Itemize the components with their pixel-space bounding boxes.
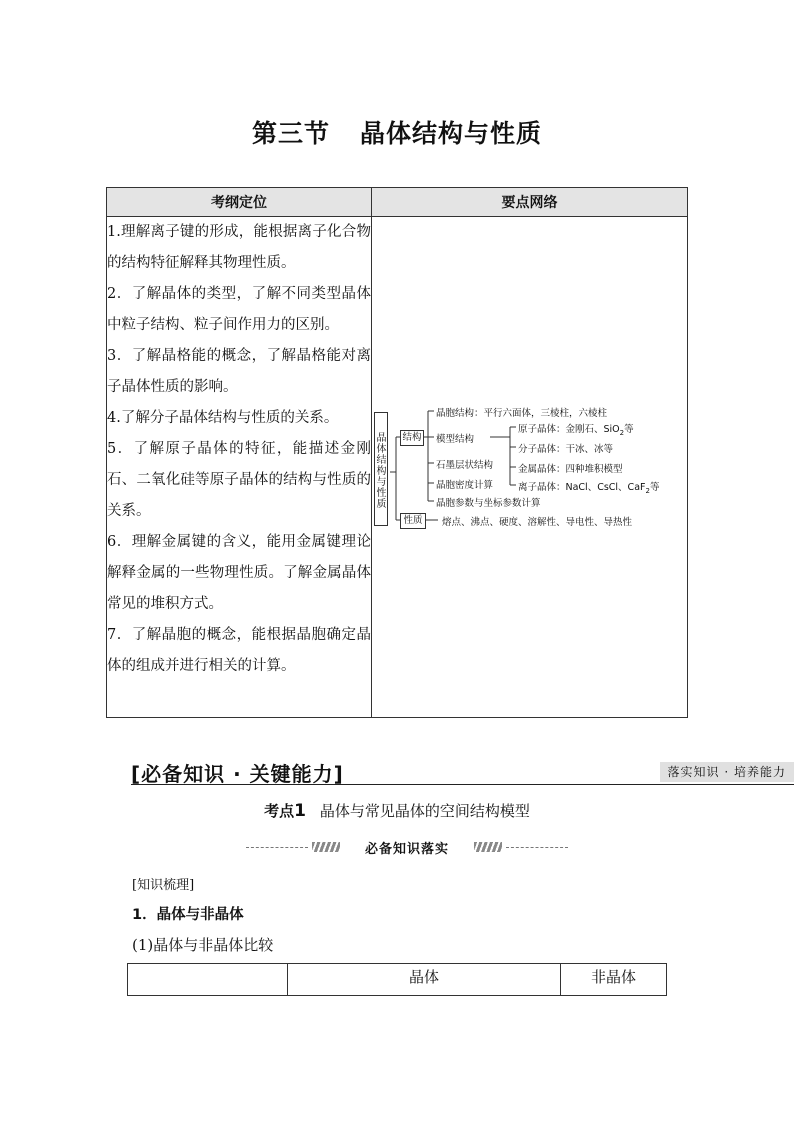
compare-header-blank: [128, 964, 288, 996]
property-node: 性质: [400, 513, 426, 529]
kaodian-number: 1: [294, 801, 306, 821]
section-name: 晶体结构与性质: [360, 119, 543, 148]
goal-item: 1.理解离子键的形成，能根据离子化合物的结构特征解释其物理性质。: [107, 224, 371, 271]
params-calc-text: 晶胞参数与坐标参数计算: [436, 498, 541, 509]
compare-header-crystal: 晶体: [288, 964, 561, 996]
goal-item: 7．了解晶胞的概念，能根据晶胞确定晶体的组成并进行相关的计算。: [107, 627, 371, 674]
header-goals: 考纲定位: [107, 188, 372, 217]
table-row: [128, 964, 667, 996]
goals-cell: [107, 217, 372, 718]
compare-table: [127, 963, 667, 996]
molecular-crystal-text: 分子晶体：干冰、冰等: [518, 444, 614, 455]
atomic-crystal-main: 原子晶体：金刚石、SiO: [518, 424, 620, 435]
goal-item: 5．了解原子晶体的特征，能描述金刚石、二氧化硅等原子晶体的结构与性质的关系。: [107, 441, 371, 519]
atomic-crystal-subscript: 2: [619, 428, 625, 437]
compare-header-noncrystal: 非晶体: [561, 964, 667, 996]
metal-crystal-text: 金属晶体：四种堆积模型: [518, 464, 623, 475]
goal-item: 2．了解晶体的类型，了解不同类型晶体中粒子结构、粒子间作用力的区别。: [107, 286, 371, 333]
ionic-crystal-text: [518, 479, 659, 495]
concept-map: [372, 392, 687, 542]
section-header: [131, 758, 794, 785]
section-number: 第三节: [251, 119, 330, 148]
page-title: [0, 114, 794, 150]
properties-text: 熔点、沸点、硬度、溶解性、导电性、导热性: [442, 517, 633, 528]
graphite-text: 石墨层状结构: [436, 460, 494, 471]
kaodian-heading: [0, 800, 794, 821]
kaodian-topic: 晶体与常见晶体的空间结构模型: [319, 802, 530, 820]
knowledge-divider: [246, 838, 568, 858]
density-calc-text: 晶胞密度计算: [436, 480, 494, 491]
divider-label: 必备知识落实: [364, 842, 449, 857]
header-network: 要点网络: [372, 188, 688, 217]
atomic-crystal-text: [518, 421, 634, 437]
network-cell: [372, 217, 688, 718]
content-subheading: (1)晶体与非晶体比较: [132, 936, 274, 954]
goal-item: 4.了解分子晶体结构与性质的关系。: [107, 410, 339, 426]
cell-structure-text: 晶胞结构：平行六面体，三棱柱，六棱柱: [436, 408, 608, 419]
goal-item: 6．理解金属键的含义，能用金属键理论解释金属的一些物理性质。了解金属晶体常见的堆积方式。: [107, 534, 371, 612]
model-structure-text: 模型结构: [436, 434, 475, 445]
kaodian-label: 考点: [264, 802, 295, 820]
content-heading: 1．晶体与非晶体: [132, 907, 244, 923]
structure-node: 结构: [400, 430, 424, 446]
ionic-crystal-subscript: 2: [645, 486, 650, 495]
root-node: 晶体结构与性质: [374, 412, 388, 526]
knowledge-tag: [知识梳理]: [132, 878, 195, 893]
ionic-crystal-main: 离子晶体：NaCl、CsCl、CaF: [518, 482, 646, 493]
ionic-crystal-tail: 等: [649, 482, 660, 493]
section-header-tag: 落实知识 · 培养能力: [660, 762, 794, 782]
atomic-crystal-tail: 等: [624, 424, 634, 435]
section-header-title: [必备知识 · 关键能力]: [131, 762, 344, 786]
outline-table: [106, 187, 688, 718]
goal-item: 3．了解晶格能的概念，了解晶格能对离子晶体性质的影响。: [107, 348, 371, 395]
